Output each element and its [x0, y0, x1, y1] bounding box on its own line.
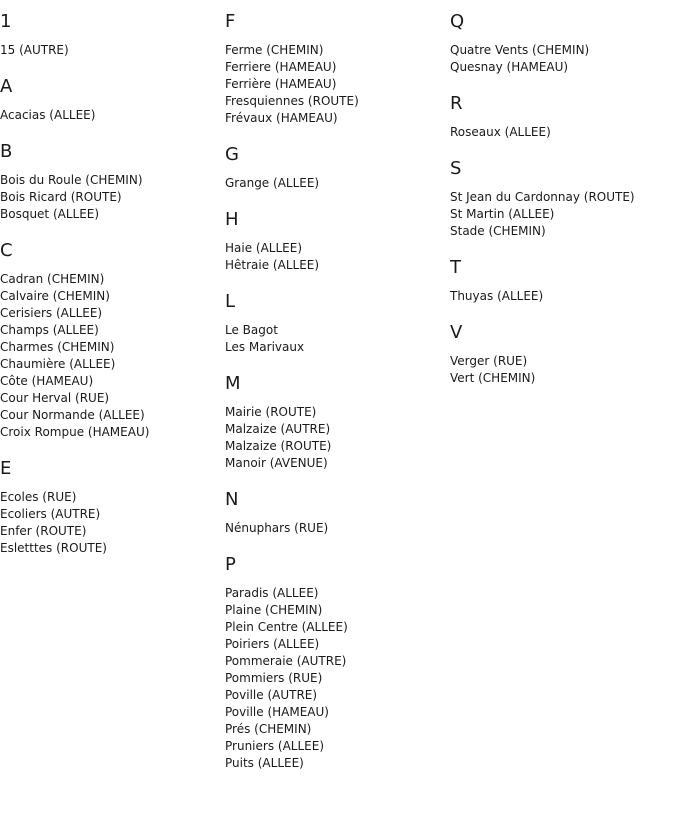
street-link[interactable]: Côte (HAMEAU) — [0, 374, 94, 388]
street-list-item — [225, 438, 450, 455]
street-list-item — [0, 424, 225, 441]
street-list-item — [0, 271, 225, 288]
letter-section — [0, 140, 225, 223]
street-list-item — [225, 257, 450, 274]
street-list — [450, 42, 675, 76]
street-list-item — [0, 356, 225, 373]
street-link[interactable]: Manoir (AVENUE) — [225, 456, 328, 470]
street-link[interactable]: Ecoles (RUE) — [0, 490, 77, 504]
street-link[interactable]: Stade (CHEMIN) — [450, 224, 546, 238]
street-link[interactable]: Poiriers (ALLEE) — [225, 637, 320, 651]
street-list-item — [225, 455, 450, 472]
section-letter-heading: B — [0, 141, 13, 162]
street-link[interactable]: Croix Rompue (HAMEAU) — [0, 425, 150, 439]
street-list — [225, 520, 450, 537]
street-index-column-3 — [450, 0, 675, 387]
section-letter-heading: V — [450, 322, 463, 343]
street-list-item — [0, 42, 225, 59]
street-link[interactable]: Calvaire (CHEMIN) — [0, 289, 110, 303]
street-list — [0, 172, 225, 223]
street-link[interactable]: Plein Centre (ALLEE) — [225, 620, 348, 634]
street-list-item — [0, 489, 225, 506]
letter-section — [450, 157, 675, 240]
street-list — [0, 489, 225, 557]
street-list-item — [225, 755, 450, 772]
letter-section — [450, 256, 675, 305]
street-list-item — [0, 288, 225, 305]
street-list-item — [225, 322, 450, 339]
street-list-item — [0, 339, 225, 356]
street-link[interactable]: Ferme (CHEMIN) — [225, 43, 324, 57]
street-link[interactable]: Bois du Roule (CHEMIN) — [0, 173, 143, 187]
street-list-item — [225, 42, 450, 59]
street-link[interactable]: Vert (CHEMIN) — [450, 371, 536, 385]
street-list-item — [450, 189, 675, 206]
section-letter-heading: A — [0, 76, 13, 97]
street-link[interactable]: Bosquet (ALLEE) — [0, 207, 100, 221]
street-link[interactable]: Poville (HAMEAU) — [225, 705, 329, 719]
street-link[interactable]: Malzaize (ROUTE) — [225, 439, 332, 453]
street-link[interactable]: Haie (ALLEE) — [225, 241, 303, 255]
section-letter-heading: E — [0, 458, 12, 479]
letter-section — [0, 457, 225, 557]
street-link[interactable]: Enfer (ROUTE) — [0, 524, 87, 538]
street-list — [450, 189, 675, 240]
street-list-item — [450, 124, 675, 141]
letter-section — [0, 239, 225, 441]
letter-section — [450, 321, 675, 387]
street-list-item — [225, 93, 450, 110]
section-letter-heading: F — [225, 11, 236, 32]
street-link[interactable]: Esletttes (ROUTE) — [0, 541, 107, 555]
street-list-item — [0, 322, 225, 339]
street-list-item — [225, 520, 450, 537]
street-link[interactable]: Hêtraie (ALLEE) — [225, 258, 320, 272]
street-link[interactable]: Roseaux (ALLEE) — [450, 125, 551, 139]
street-list-item — [225, 175, 450, 192]
street-list-item — [225, 721, 450, 738]
street-list-item — [450, 223, 675, 240]
street-link[interactable]: Malzaize (AUTRE) — [225, 422, 331, 436]
street-link[interactable]: Fresquiennes (ROUTE) — [225, 94, 359, 108]
street-list-item — [0, 390, 225, 407]
street-link[interactable]: Pommiers (RUE) — [225, 671, 323, 685]
street-list-item — [0, 172, 225, 189]
street-list-item — [0, 506, 225, 523]
street-index-column-1 — [0, 0, 225, 557]
street-list — [225, 240, 450, 274]
street-link[interactable]: Ecoliers (AUTRE) — [0, 507, 101, 521]
street-link[interactable]: Puits (ALLEE) — [225, 756, 304, 770]
letter-section — [225, 553, 450, 772]
street-link[interactable]: Cerisiers (ALLEE) — [0, 306, 103, 320]
street-link[interactable]: Chaumière (ALLEE) — [0, 357, 116, 371]
street-index-column-2 — [225, 0, 450, 772]
street-list-item — [225, 704, 450, 721]
street-link[interactable]: Prés (CHEMIN) — [225, 722, 312, 736]
street-list-item — [450, 288, 675, 305]
street-list-item — [0, 107, 225, 124]
street-link[interactable]: Ferrière (HAMEAU) — [225, 77, 337, 91]
street-link[interactable]: Mairie (ROUTE) — [225, 405, 317, 419]
street-link[interactable]: Charmes (CHEMIN) — [0, 340, 115, 354]
street-link[interactable]: Paradis (ALLEE) — [225, 586, 319, 600]
street-list — [225, 404, 450, 472]
letter-section — [0, 75, 225, 124]
street-list — [0, 271, 225, 441]
street-link[interactable]: Plaine (CHEMIN) — [225, 603, 323, 617]
street-link[interactable]: St Jean du Cardonnay (ROUTE) — [450, 190, 635, 204]
letter-section — [225, 488, 450, 537]
street-list-item — [0, 373, 225, 390]
street-link[interactable]: Quatre Vents (CHEMIN) — [450, 43, 590, 57]
street-list — [0, 107, 225, 124]
letter-section — [450, 10, 675, 76]
street-link[interactable]: Cour Normande (ALLEE) — [0, 408, 145, 422]
street-list-item — [450, 42, 675, 59]
street-list-item — [225, 59, 450, 76]
street-list — [450, 124, 675, 141]
street-link[interactable]: Poville (AUTRE) — [225, 688, 318, 702]
street-list-item — [0, 540, 225, 557]
street-list — [450, 353, 675, 387]
street-link[interactable]: Nénuphars (RUE) — [225, 521, 329, 535]
section-letter-heading: T — [450, 257, 461, 278]
street-list-item — [0, 523, 225, 540]
street-link[interactable]: Pommeraie (AUTRE) — [225, 654, 347, 668]
street-link[interactable]: Le Bagot — [225, 323, 278, 337]
street-link[interactable]: Les Marivaux — [225, 340, 305, 354]
section-letter-heading: P — [225, 554, 236, 575]
street-link[interactable]: Pruniers (ALLEE) — [225, 739, 324, 753]
section-letter-heading: C — [0, 240, 13, 261]
street-link[interactable]: Quesnay (HAMEAU) — [450, 60, 569, 74]
letter-section — [450, 92, 675, 141]
letter-section — [225, 290, 450, 356]
section-letter-heading: L — [225, 291, 236, 312]
street-list-item — [225, 404, 450, 421]
street-link[interactable]: 15 (AUTRE) — [0, 43, 69, 57]
section-letter-heading: H — [225, 209, 239, 230]
street-list-item — [450, 353, 675, 370]
street-link[interactable]: Frévaux (HAMEAU) — [225, 111, 338, 125]
letter-section — [225, 208, 450, 274]
street-list-item — [450, 370, 675, 387]
street-list-item — [225, 738, 450, 755]
street-list — [0, 42, 225, 59]
street-link[interactable]: Thuyas (ALLEE) — [450, 289, 544, 303]
street-link[interactable]: Cadran (CHEMIN) — [0, 272, 105, 286]
letter-section — [0, 10, 225, 59]
street-list-item — [0, 407, 225, 424]
street-list-item — [450, 206, 675, 223]
section-letter-heading: G — [225, 144, 239, 165]
street-link[interactable]: Verger (RUE) — [450, 354, 528, 368]
street-list-item — [225, 421, 450, 438]
street-link[interactable]: Ferriere (HAMEAU) — [225, 60, 337, 74]
section-letter-heading: M — [225, 373, 241, 394]
street-link[interactable]: Champs (ALLEE) — [0, 323, 99, 337]
street-list-item — [225, 670, 450, 687]
street-list-item — [225, 585, 450, 602]
street-list-item — [225, 240, 450, 257]
street-link[interactable]: Grange (ALLEE) — [225, 176, 320, 190]
letter-section — [225, 372, 450, 472]
street-list-item — [225, 687, 450, 704]
street-link[interactable]: Acacias (ALLEE) — [0, 108, 96, 122]
street-list-item — [225, 339, 450, 356]
street-list-item — [225, 76, 450, 93]
section-letter-heading: 1 — [0, 11, 12, 32]
street-list-item — [0, 305, 225, 322]
street-list-item — [450, 59, 675, 76]
section-letter-heading: Q — [450, 11, 465, 32]
street-list-item — [225, 602, 450, 619]
letter-section — [225, 10, 450, 127]
street-list — [225, 175, 450, 192]
street-list — [450, 288, 675, 305]
letter-section — [225, 143, 450, 192]
street-list — [225, 42, 450, 127]
street-link[interactable]: St Martin (ALLEE) — [450, 207, 555, 221]
street-list-item — [0, 206, 225, 223]
street-list-item — [225, 653, 450, 670]
section-letter-heading: S — [450, 158, 462, 179]
street-list — [225, 322, 450, 356]
section-letter-heading: N — [225, 489, 239, 510]
section-letter-heading: R — [450, 93, 463, 114]
street-list-item — [225, 110, 450, 127]
street-link[interactable]: Cour Herval (RUE) — [0, 391, 110, 405]
street-list-item — [225, 619, 450, 636]
street-list — [225, 585, 450, 772]
street-list-item — [225, 636, 450, 653]
street-link[interactable]: Bois Ricard (ROUTE) — [0, 190, 122, 204]
street-list-item — [0, 189, 225, 206]
